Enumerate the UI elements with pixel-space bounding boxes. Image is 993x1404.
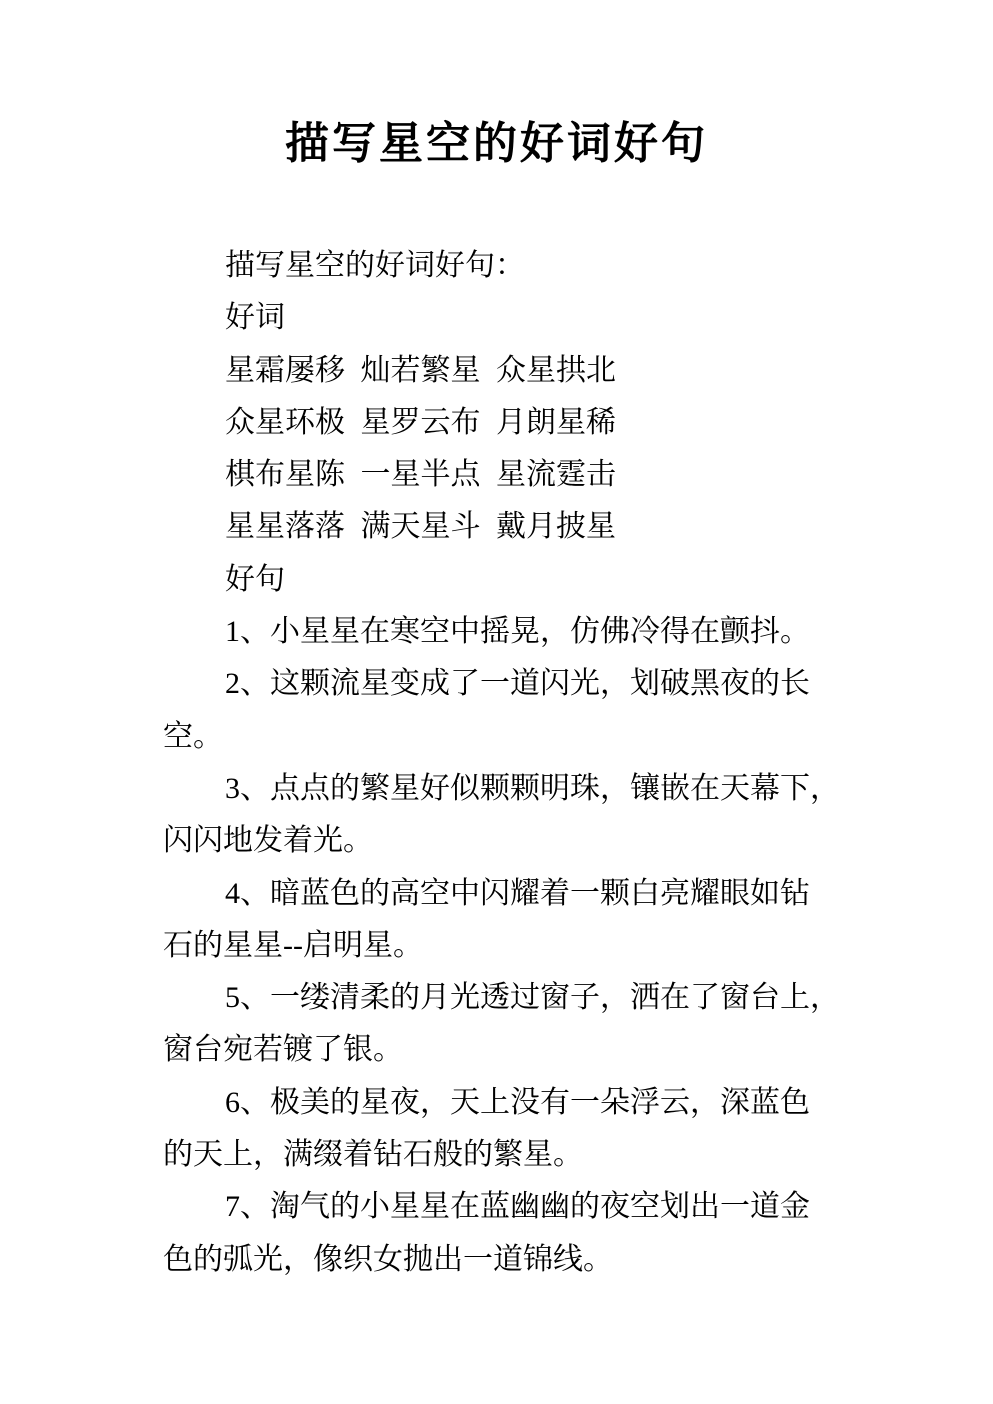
sentence-5-line-1: 5、一缕清柔的月光透过窗子，洒在了窗台上， [225, 981, 840, 1015]
intro-paragraph: 描写星空的好词好句： [225, 249, 525, 282]
sentence-4-line-2: 石的星星--启明星。 [163, 928, 423, 962]
sentence-6-line-1: 6、极美的星夜，天上没有一朵浮云，深蓝色 [225, 1085, 810, 1119]
document-body [163, 240, 853, 1286]
sentences-heading: 好句 [225, 562, 285, 596]
sentence-6-line-2: 的天上，满缀着钻石般的繁星。 [163, 1138, 583, 1172]
word-row-4: 星星落落 满天星斗 戴月披星 [225, 510, 616, 544]
word-row-1: 星霜屡移 灿若繁星 众星拱北 [225, 353, 616, 387]
sentence-7-line-1: 7、淘气的小星星在蓝幽幽的夜空划出一道金 [225, 1190, 810, 1224]
sentence-1-line-1: 1、小星星在寒空中摇晃，仿佛冷得在颤抖。 [225, 615, 810, 649]
words-heading: 好词 [225, 301, 285, 335]
word-row-2: 众星环极 星罗云布 月朗星稀 [225, 405, 616, 439]
sentence-3-line-1: 3、点点的繁星好似颗颗明珠，镶嵌在天幕下， [225, 771, 840, 805]
sentence-7-line-2: 色的弧光，像织女抛出一道锦线。 [163, 1242, 613, 1276]
sentence-2-line-1: 2、这颗流星变成了一道闪光，划破黑夜的长 [225, 667, 810, 701]
sentence-4-line-1: 4、暗蓝色的高空中闪耀着一颗白亮耀眼如钻 [225, 876, 810, 910]
document-title: 描写星空的好词好句 [285, 119, 708, 168]
word-row-3: 棋布星陈 一星半点 星流霆击 [225, 458, 616, 492]
sentence-2-line-2: 空。 [163, 719, 223, 753]
sentence-5-line-2: 窗台宛若镀了银。 [163, 1033, 403, 1067]
sentence-3-line-2: 闪闪地发着光。 [163, 824, 373, 858]
